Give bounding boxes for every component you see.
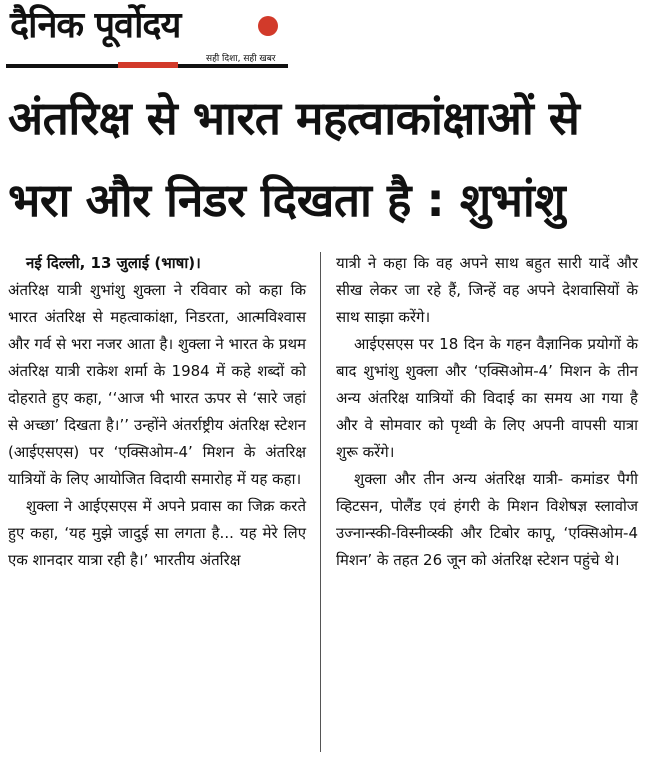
headline-line-2: भरा और निडर दिखता है : शुभांशु [8,173,566,227]
newspaper-name: दैनिक पूर्वोदय [10,5,181,46]
article-text: अंतरिक्ष यात्री शुभांशु शुक्ला ने रविवार को कहा कि भारत अंतरिक्ष से महत्वाकांक्षा, निडरता, आत्मविश्वास और गर्व से भरा नजर आता है। शुक्ला ने भारत के प्रथम अंतरिक्ष यात्री राकेश शर्मा के 1984 में कहे शब्दों को दोहराते हुए कहा, ‘‘आज भी भारत ऊपर से ‘सारे जहां से अच्छा’ दिखता है।’’ उन्होंने अंतर्राष्ट्रीय अंतरिक्ष स्टेशन (आईएसएस) पर ‘एक्सिओम-4’ मिशन के अंतरिक्ष यात्रियों के लिए आयोजित विदायी समारोह में यह कहा। [8,281,306,488]
article-paragraph: शुक्ला ने आईएसएस में अपने प्रवास का जिक्र करते हुए कहा, ‘यह मुझे जादुई सा लगता है... यह मेरे लिए एक शानदार यात्रा रही है।’ भारतीय अंतरिक्ष [8,497,306,569]
dateline: नई दिल्ली, 13 जुलाई (भाषा)। [26,254,201,272]
article-paragraph: शुक्ला और तीन अन्य अंतरिक्ष यात्री- कमांडर पैगी व्हिटसन, पोलैंड एवं हंगरी के मिशन विशेषज्ञ स्लावोज उज्नान्स्की-विस्नीव्स्की और टिबोर कापू, ‘एक्सिओम-4 मिशन’ के तहत 26 जून को अंतरिक्ष स्टेशन पहुंचे थे। [336,470,638,569]
masthead [10,4,292,70]
newspaper-tagline: सही दिशा, सही खबर [206,54,276,64]
article-paragraph: आईएसएस पर 18 दिन के गहन वैज्ञानिक प्रयोगों के बाद शुभांशु शुक्ला और ‘एक्सिओम-4’ मिशन के तीन अन्य अंतरिक्ष यात्रियों की विदाई का समय आ गया है और वे सोमवार को पृथ्वी के लिए अपनी वापसी यात्रा शुरू करेंगे। [336,335,638,461]
article-column-right [336,250,638,574]
headline-line-1: अंतरिक्ष से भारत महत्वाकांक्षाओं से [8,91,580,145]
article-paragraph: यात्री ने कहा कि वह अपने साथ बहुत सारी यादें और सीख लेकर जा रहे हैं, जिन्हें वह अपने देशवासियों के साथ साझा करेंगे। [336,254,638,326]
masthead-red-bar [118,62,178,68]
article-paragraph [8,250,306,493]
logo-badge-icon [258,16,278,36]
column-divider [320,252,321,752]
article-column-left [8,250,306,574]
